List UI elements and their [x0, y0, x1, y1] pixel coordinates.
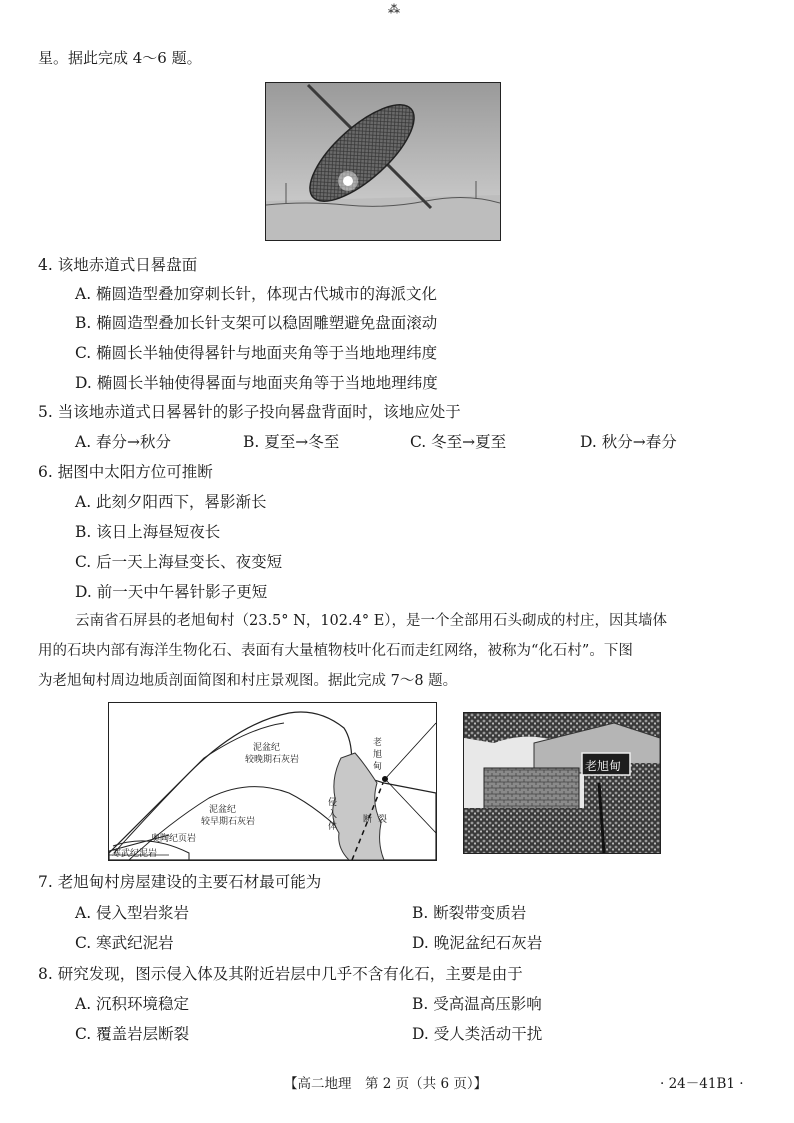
q5-option-a: A. 春分→秋分 [75, 433, 172, 451]
village-photo [463, 712, 661, 854]
q4-option-d: D. 椭圆长半轴使得晷面与地面夹角等于当地地理纬度 [75, 374, 438, 392]
label-intrusion: 侵入体 [328, 798, 338, 832]
q8-option-a: A. 沉积环境稳定 [75, 995, 190, 1013]
passage-line-2: 用的石块内部有海洋生物化石、表面有大量植物枝叶化石而走红网络，被称为“化石村”。下图 [38, 643, 633, 659]
q7-option-d: D. 晚泥盆纪石灰岩 [412, 934, 543, 952]
label-early-devonian-1: 泥盆纪 [209, 805, 237, 815]
label-early-devonian-2: 较早期石灰岩 [201, 817, 256, 827]
intro-tail: 星。据此完成 4～6 题。 [38, 49, 202, 67]
question-7-stem: 7. 老旭甸村房屋建设的主要石材最可能为 [38, 873, 322, 891]
label-cambrian: 寒武纪泥岩 [112, 849, 158, 859]
label-ordovician: 奥陶纪页岩 [151, 834, 197, 844]
q8-option-c: C. 覆盖岩层断裂 [75, 1025, 190, 1043]
label-late-devonian-2: 较晚期石灰岩 [245, 755, 300, 765]
passage-line-1: 云南省石屏县的老旭甸村（23.5° N，102.4° E），是一个全部用石头砌成的村庄，因其墙体 [75, 613, 668, 629]
q7-option-b: B. 断裂带变质岩 [412, 904, 527, 922]
q8-option-d: D. 受人类活动干扰 [412, 1025, 543, 1043]
q5-option-b: B. 夏至→冬至 [243, 433, 340, 451]
geologic-cross-section [108, 702, 437, 861]
q8-option-b: B. 受高温高压影响 [412, 995, 542, 1013]
question-6-stem: 6. 据图中太阳方位可推断 [38, 463, 213, 481]
q6-option-b: B. 该日上海昼短夜长 [75, 523, 221, 541]
village-sign-text: 老旭甸 [585, 759, 622, 773]
question-4-stem: 4. 该地赤道式日晷盘面 [38, 256, 198, 274]
question-8-stem: 8. 研究发现，图示侵入体及其附近岩层中几乎不含有化石，主要是由于 [38, 965, 523, 983]
header-mark: ⁂ [388, 2, 400, 16]
q7-option-c: C. 寒武纪泥岩 [75, 934, 174, 952]
q6-option-d: D. 前一天中午晷针影子更短 [75, 583, 268, 601]
q6-option-c: C. 后一天上海昼变长、夜变短 [75, 553, 283, 571]
q5-option-c: C. 冬至→夏至 [410, 433, 507, 451]
q4-option-a: A. 椭圆造型叠加穿刺长针，体现古代城市的海派文化 [75, 285, 438, 303]
sundial-photo [265, 82, 501, 241]
q6-option-a: A. 此刻夕阳西下，晷影渐长 [75, 493, 267, 511]
label-village: 老旭甸 [373, 738, 383, 772]
footer-code: · 24－41B1 · [660, 1076, 744, 1092]
label-fault: 断裂 [363, 815, 394, 825]
q4-option-b: B. 椭圆造型叠加长针支架可以稳固雕塑避免盘面滚动 [75, 314, 438, 332]
footer-page-info: 【高二地理 第 2 页（共 6 页）】 [284, 1076, 488, 1092]
q7-option-a: A. 侵入型岩浆岩 [75, 904, 190, 922]
q5-option-d: D. 秋分→春分 [580, 433, 677, 451]
label-late-devonian-1: 泥盆纪 [253, 743, 281, 753]
question-5-stem: 5. 当该地赤道式日晷晷针的影子投向晷盘背面时，该地应处于 [38, 403, 461, 421]
passage-line-3: 为老旭甸村周边地质剖面简图和村庄景观图。据此完成 7～8 题。 [38, 673, 458, 689]
q4-option-c: C. 椭圆长半轴使得晷针与地面夹角等于当地地理纬度 [75, 344, 438, 362]
